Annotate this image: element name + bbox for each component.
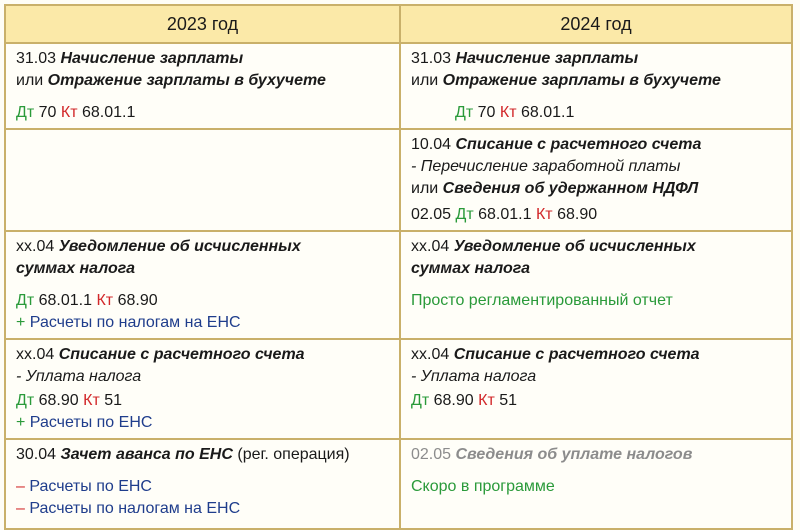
entry-line <box>16 48 391 70</box>
entry-alt-title: Отражение зарплаты в бухучете <box>442 72 721 89</box>
entry-line <box>16 70 391 92</box>
account-note-line <box>16 412 391 434</box>
or-text: или <box>411 72 439 89</box>
entry-line <box>411 134 783 156</box>
debit-account: 70 <box>38 104 57 121</box>
entry-extra: (рег. операция) <box>237 446 350 463</box>
entry-title: Сведения об уплате налогов <box>455 446 693 463</box>
or-text: или <box>411 180 439 197</box>
entry-line <box>411 444 783 466</box>
account-note-line <box>16 312 391 334</box>
credit-label: Кт <box>83 392 100 409</box>
entry-title-cont: суммах налога <box>16 260 135 277</box>
debit-account: 68.90 <box>38 392 79 409</box>
cell-2023-offset <box>5 439 400 529</box>
credit-account: 51 <box>499 392 518 409</box>
posting-line <box>16 290 391 312</box>
account-note-line <box>16 476 391 498</box>
entry-line <box>411 344 783 366</box>
table-row <box>5 339 792 439</box>
or-text: или <box>16 72 44 89</box>
posting-line <box>16 390 391 412</box>
account-note-line <box>16 498 391 520</box>
table-row <box>5 231 792 339</box>
entry-line <box>16 444 391 466</box>
plus-sign: + <box>16 314 26 331</box>
comparison-table-wrapper <box>4 4 791 516</box>
debit-account: 68.90 <box>433 392 474 409</box>
cell-2023-payroll <box>5 43 400 129</box>
table-row <box>5 43 792 129</box>
minus-sign: – <box>16 478 25 495</box>
cell-2023-empty <box>5 129 400 231</box>
entry-date: 10.04 <box>411 136 452 153</box>
entry-title: Списание с расчетного счета <box>453 346 700 363</box>
entry-line <box>411 48 783 70</box>
posting-line <box>411 204 783 226</box>
entry-date: 31.03 <box>16 50 57 67</box>
credit-label: Кт <box>499 104 517 121</box>
cell-2024-tax-payment <box>400 339 792 439</box>
debit-label: Дт <box>455 206 474 223</box>
cell-2024-tax-info <box>400 439 792 529</box>
plus-sign: + <box>16 414 26 431</box>
entry-title: Начисление зарплаты <box>455 50 639 67</box>
posting-date: 02.05 <box>411 206 452 223</box>
credit-label: Кт <box>478 392 495 409</box>
credit-account: 68.90 <box>117 292 158 309</box>
cell-2024-bank-writeoff <box>400 129 792 231</box>
entry-line <box>16 344 391 366</box>
entry-subtitle: - Уплата налога <box>16 368 142 385</box>
account-note: Расчеты по ЕНС <box>29 414 153 431</box>
cell-2024-notice <box>400 231 792 339</box>
debit-account: 68.01.1 <box>478 206 532 223</box>
entry-title: Списание с расчетного счета <box>455 136 702 153</box>
table-row <box>5 129 792 231</box>
debit-label: Дт <box>16 104 35 121</box>
header-2024: 2024 год <box>400 5 792 43</box>
minus-sign: – <box>16 500 25 517</box>
posting-line <box>411 390 783 412</box>
account-note: Расчеты по налогам на ЕНС <box>29 500 241 517</box>
credit-label: Кт <box>96 292 114 309</box>
comparison-table <box>4 4 793 530</box>
credit-account: 51 <box>104 392 123 409</box>
debit-label: Дт <box>455 104 474 121</box>
debit-account: 70 <box>477 104 496 121</box>
entry-date: 02.05 <box>411 446 452 463</box>
entry-date: хх.04 <box>16 238 55 255</box>
cell-2024-payroll <box>400 43 792 129</box>
entry-title-cont: суммах налога <box>411 260 530 277</box>
entry-line <box>411 236 783 258</box>
debit-label: Дт <box>411 392 430 409</box>
entry-date: 30.04 <box>16 446 57 463</box>
entry-date: хх.04 <box>16 346 55 363</box>
debit-account: 68.01.1 <box>38 292 93 309</box>
cell-2023-notice <box>5 231 400 339</box>
cell-2023-tax-payment <box>5 339 400 439</box>
account-note: Расчеты по налогам на ЕНС <box>29 314 241 331</box>
table-row <box>5 439 792 529</box>
entry-date: хх.04 <box>411 238 450 255</box>
account-note: Расчеты по ЕНС <box>29 478 152 495</box>
entry-alt-title: Отражение зарплаты в бухучете <box>47 72 326 89</box>
credit-label: Кт <box>535 206 553 223</box>
entry-alt-title: Сведения об удержанном НДФЛ <box>442 180 699 197</box>
entry-subtitle: - Перечисление заработной платы <box>411 158 681 175</box>
entry-subtitle: - Уплата налога <box>411 368 537 385</box>
status-note: Скоро в программе <box>411 478 555 495</box>
entry-line <box>411 70 783 92</box>
credit-account: 68.90 <box>557 206 598 223</box>
header-2023: 2023 год <box>5 5 400 43</box>
entry-title: Списание с расчетного счета <box>58 346 305 363</box>
entry-date: хх.04 <box>411 346 450 363</box>
credit-account: 68.01.1 <box>520 104 575 121</box>
entry-title: Уведомление об исчисленных <box>453 238 696 255</box>
entry-date: 31.03 <box>411 50 452 67</box>
debit-label: Дт <box>16 392 35 409</box>
entry-title: Уведомление об исчисленных <box>58 238 301 255</box>
status-note: Просто регламентированный отчет <box>411 292 673 309</box>
posting-line <box>411 102 783 124</box>
credit-account: 68.01.1 <box>81 104 136 121</box>
debit-label: Дт <box>16 292 35 309</box>
header-row <box>5 5 792 43</box>
entry-line <box>411 178 783 200</box>
entry-title: Зачет аванса по ЕНС <box>60 446 233 463</box>
entry-title: Начисление зарплаты <box>60 50 244 67</box>
entry-line <box>16 236 391 258</box>
credit-label: Кт <box>60 104 78 121</box>
posting-line <box>16 102 391 124</box>
